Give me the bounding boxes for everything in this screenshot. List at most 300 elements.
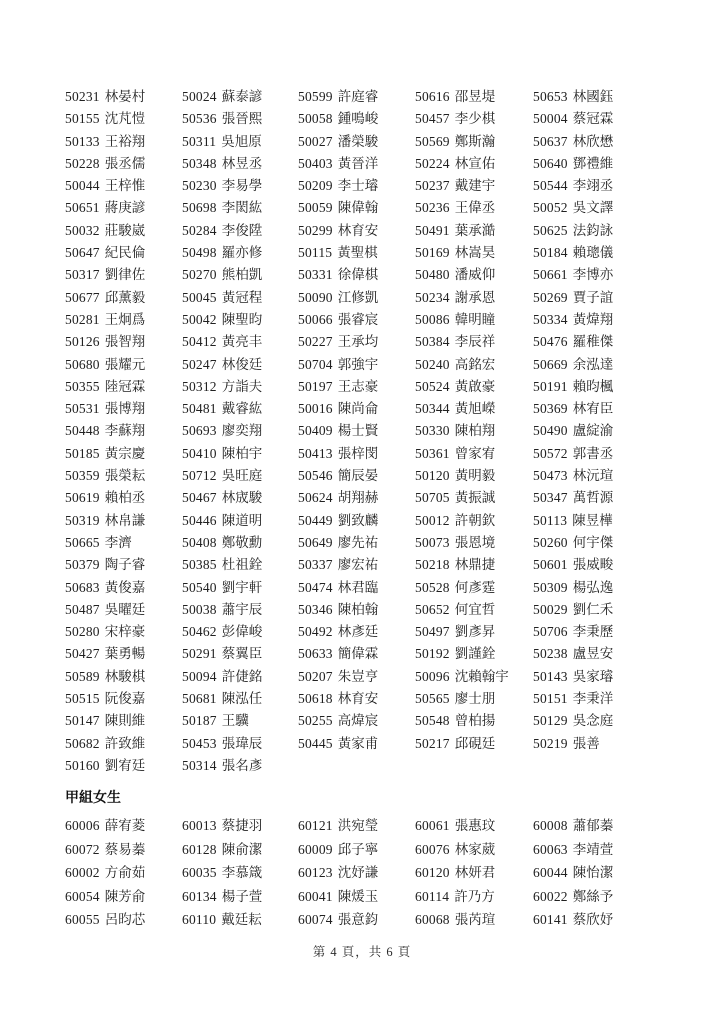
entry-id: 60035 [182, 865, 217, 881]
entry-name: 簡辰晏 [337, 468, 379, 484]
section-header-girls: 甲組女生 [65, 789, 121, 805]
entry-name: 林嵩昊 [454, 245, 496, 261]
entry-id: 60009 [298, 841, 333, 857]
entry-name: 邱硯廷 [454, 735, 496, 751]
entry-name: 李易學 [221, 178, 263, 194]
roster-entry [182, 220, 298, 242]
entry-id: 50230 [182, 178, 217, 194]
entry-name: 林君臨 [337, 579, 379, 595]
entry-name: 韓明瞳 [454, 311, 496, 327]
entry-id: 60121 [298, 818, 333, 833]
roster-entry [182, 885, 298, 909]
entry-id: 50094 [182, 668, 217, 684]
roster-entry [65, 733, 182, 755]
roster-column-2 [182, 814, 298, 932]
roster-entry [533, 153, 643, 175]
entry-name: 戴廷耘 [221, 912, 262, 928]
entry-id: 50693 [182, 423, 217, 439]
entry-name: 林帛謙 [104, 512, 146, 528]
entry-id: 50412 [182, 334, 217, 350]
entry-name: 李少棋 [454, 111, 496, 127]
entry-name: 賴柏丞 [104, 490, 146, 506]
roster-entry [298, 131, 415, 153]
entry-id: 50384 [415, 334, 450, 350]
entry-name: 方詣夫 [221, 378, 263, 394]
entry-name: 李蘇翔 [104, 423, 146, 439]
entry-id: 50058 [298, 111, 333, 127]
roster-entry [533, 577, 643, 599]
roster-entry [298, 443, 415, 465]
entry-name: 蔡易蓁 [104, 841, 146, 857]
roster-entry [298, 599, 415, 621]
entry-name: 吳旭原 [221, 133, 262, 149]
entry-name: 張睿宸 [337, 311, 379, 327]
entry-name: 許庭睿 [337, 89, 379, 104]
roster-entry [65, 666, 182, 688]
roster-entry [298, 420, 415, 442]
roster-entry [182, 86, 298, 108]
entry-id: 50012 [415, 512, 450, 528]
entry-id: 50565 [415, 691, 450, 707]
entry-id: 50160 [65, 757, 100, 773]
entry-id: 50284 [182, 222, 217, 238]
entry-id: 50218 [415, 557, 450, 573]
roster-entry [415, 242, 533, 264]
entry-id: 50540 [182, 579, 217, 595]
entry-name: 林宥臣 [572, 401, 614, 417]
entry-id: 50207 [298, 668, 333, 684]
entry-id: 50004 [533, 111, 568, 127]
entry-id: 50187 [182, 713, 217, 729]
roster-entry [298, 532, 415, 554]
roster-entry [415, 376, 533, 398]
roster-entry [415, 666, 533, 688]
entry-name: 陳煖玉 [337, 888, 379, 904]
entry-name: 高銘宏 [454, 356, 496, 372]
entry-name: 潘威仰 [454, 267, 496, 283]
entry-id: 50236 [415, 200, 450, 216]
entry-name: 張芮瑄 [454, 912, 496, 928]
entry-name: 陳柏翰 [337, 601, 379, 617]
entry-id: 50640 [533, 155, 568, 171]
entry-name: 沈賴翰宇 [454, 668, 509, 684]
roster-entry [415, 532, 533, 554]
entry-id: 50299 [298, 222, 333, 238]
entry-name: 黃振誠 [454, 490, 496, 506]
entry-name: 邱薰毅 [104, 289, 146, 305]
entry-name: 陳尚侖 [337, 401, 379, 417]
entry-id: 50038 [182, 601, 217, 617]
entry-id: 50086 [415, 311, 450, 327]
entry-name: 方俞茹 [104, 865, 146, 881]
roster-entry [182, 666, 298, 688]
roster-entry [415, 554, 533, 576]
entry-id: 50633 [298, 646, 333, 662]
entry-name: 邱子寧 [337, 841, 379, 857]
roster-entry [182, 331, 298, 353]
entry-name: 楊弘逸 [572, 579, 614, 595]
entry-name: 呂昀芯 [104, 912, 146, 928]
roster-entry [533, 666, 643, 688]
roster-entry [65, 599, 182, 621]
roster-entry [533, 733, 643, 755]
entry-name: 陳聖昀 [221, 311, 263, 327]
entry-id: 50280 [65, 624, 100, 640]
roster-entry [533, 443, 643, 465]
entry-id: 50379 [65, 557, 100, 573]
entry-id: 50599 [298, 89, 333, 104]
entry-id: 50651 [65, 200, 100, 216]
entry-id: 50487 [65, 601, 100, 617]
roster-entry [298, 908, 415, 932]
entry-name: 紀民倫 [104, 245, 146, 261]
roster-entry [298, 398, 415, 420]
entry-id: 50427 [65, 646, 100, 662]
entry-name: 杜祖銓 [221, 557, 263, 573]
entry-id: 50269 [533, 289, 568, 305]
roster-entry [65, 287, 182, 309]
entry-name: 李翊丞 [572, 178, 614, 194]
roster-entry [182, 554, 298, 576]
entry-id: 60134 [182, 888, 217, 904]
entry-id: 50090 [298, 289, 333, 305]
entry-name: 張威畯 [572, 557, 614, 573]
roster-entry [65, 376, 182, 398]
entry-id: 50492 [298, 624, 333, 640]
entry-name: 黃亮丰 [221, 334, 263, 350]
entry-name: 李士璿 [337, 178, 379, 194]
roster-entry [182, 710, 298, 732]
entry-id: 50191 [533, 378, 568, 394]
entry-name: 蘇泰諺 [221, 89, 263, 104]
entry-id: 50355 [65, 378, 100, 394]
roster-entry [533, 885, 643, 909]
entry-name: 黃俊嘉 [104, 579, 146, 595]
roster-entry [182, 510, 298, 532]
entry-id: 60055 [65, 912, 100, 928]
entry-name: 簡偉霖 [337, 646, 379, 662]
entry-id: 60141 [533, 912, 568, 928]
entry-id: 50231 [65, 89, 100, 104]
entry-name: 林育安 [337, 222, 379, 238]
entry-id: 50661 [533, 267, 568, 283]
entry-name: 胡翔赫 [337, 490, 379, 506]
roster-entry [298, 666, 415, 688]
entry-id: 50247 [182, 356, 217, 372]
entry-name: 林宬駿 [221, 490, 263, 506]
entry-id: 50409 [298, 423, 333, 439]
entry-id: 50528 [415, 579, 450, 595]
entry-name: 張瑋辰 [221, 735, 263, 751]
roster-entry [65, 532, 182, 554]
entry-id: 50682 [65, 735, 100, 751]
entry-name: 鄭絲予 [572, 888, 614, 904]
entry-name: 葉承澔 [454, 222, 496, 238]
roster-entry [533, 861, 643, 885]
entry-name: 陳俞潔 [221, 841, 263, 857]
entry-name: 陳道明 [221, 512, 263, 528]
entry-name: 李閎紘 [221, 200, 263, 216]
entry-name: 王偉丞 [454, 200, 496, 216]
entry-name: 盧昱安 [572, 646, 614, 662]
entry-id: 50410 [182, 445, 217, 461]
entry-name: 曾家宥 [454, 445, 496, 461]
entry-id: 50234 [415, 289, 450, 305]
roster-entry [182, 398, 298, 420]
entry-name: 林妍君 [454, 865, 496, 881]
entry-name: 朱豈亨 [337, 668, 379, 684]
entry-name: 林國鈺 [572, 89, 614, 104]
entry-name: 林育安 [337, 691, 379, 707]
roster-entry [182, 733, 298, 755]
roster-entry [65, 108, 182, 130]
entry-id: 50705 [415, 490, 450, 506]
entry-id: 50446 [182, 512, 217, 528]
entry-id: 50669 [533, 356, 568, 372]
roster-entry [415, 733, 533, 755]
roster-entry [533, 287, 643, 309]
entry-id: 50059 [298, 200, 333, 216]
entry-name: 廖宏祐 [337, 557, 379, 573]
entry-name: 李博亦 [572, 267, 614, 283]
entry-id: 50652 [415, 601, 450, 617]
entry-id: 50619 [65, 490, 100, 506]
roster-entry [182, 420, 298, 442]
entry-name: 鄭敬勳 [221, 534, 263, 550]
entry-id: 50480 [415, 267, 450, 283]
roster-entry [298, 354, 415, 376]
entry-id: 50653 [533, 89, 568, 104]
entry-name: 李秉歷 [572, 624, 614, 640]
entry-name: 張意鈞 [337, 912, 379, 928]
entry-name: 蔡捷羽 [221, 818, 263, 833]
roster-entry [298, 577, 415, 599]
roster-entry [415, 510, 533, 532]
roster-entry [182, 487, 298, 509]
entry-name: 彭偉峻 [221, 624, 263, 640]
entry-name: 王裕翔 [104, 133, 146, 149]
entry-id: 50698 [182, 200, 217, 216]
entry-id: 50209 [298, 178, 333, 194]
roster-entry [533, 710, 643, 732]
entry-id: 50524 [415, 378, 450, 394]
roster-entry [533, 398, 643, 420]
entry-id: 50184 [533, 245, 568, 261]
entry-id: 50403 [298, 155, 333, 171]
roster-entry [533, 532, 643, 554]
roster-entry [415, 621, 533, 643]
entry-name: 莊駿崴 [104, 222, 146, 238]
roster-entry [533, 908, 643, 932]
roster-entry [298, 885, 415, 909]
entry-id: 50219 [533, 735, 568, 751]
roster-entry [298, 814, 415, 838]
roster-entry [182, 861, 298, 885]
roster-entry [298, 242, 415, 264]
roster-entry [65, 688, 182, 710]
entry-name: 鄧禮維 [572, 155, 614, 171]
entry-id: 50616 [415, 89, 450, 104]
roster-entry [65, 755, 182, 777]
entry-id: 50197 [298, 378, 333, 394]
entry-name: 林彥廷 [337, 624, 379, 640]
entry-name: 黃宗慶 [104, 445, 146, 461]
roster-entry [298, 487, 415, 509]
roster-entry [65, 197, 182, 219]
entry-name: 廖士朋 [454, 691, 496, 707]
roster-entry [533, 220, 643, 242]
entry-name: 林家葳 [454, 841, 496, 857]
entry-name: 吳文譯 [572, 200, 614, 216]
roster-entry [182, 242, 298, 264]
roster-entry [533, 688, 643, 710]
entry-id: 50569 [415, 133, 450, 149]
roster-entry [415, 131, 533, 153]
entry-name: 黃晉洋 [337, 155, 379, 171]
roster-entry [298, 710, 415, 732]
entry-id: 50185 [65, 445, 100, 461]
entry-name: 陳芳俞 [104, 888, 146, 904]
entry-id: 50227 [298, 334, 333, 350]
roster-entry [533, 175, 643, 197]
entry-id: 50319 [65, 512, 100, 528]
roster-entry [533, 309, 643, 331]
entry-id: 50618 [298, 691, 333, 707]
roster-entry [415, 643, 533, 665]
entry-name: 吳念庭 [572, 713, 614, 729]
entry-name: 宋梓豪 [104, 624, 146, 640]
entry-name: 盧綻渝 [572, 423, 614, 439]
roster-entry [298, 376, 415, 398]
roster-entry [415, 354, 533, 376]
roster-entry [415, 688, 533, 710]
entry-name: 賴昀楓 [572, 378, 614, 394]
roster-entry [533, 264, 643, 286]
entry-id: 50536 [182, 111, 217, 127]
roster-section-boys [65, 86, 643, 777]
entry-name: 黃聖棋 [337, 245, 378, 261]
entry-id: 50192 [415, 646, 450, 662]
entry-id: 50467 [182, 490, 217, 506]
entry-name: 林沅瑄 [572, 468, 614, 484]
entry-id: 50683 [65, 579, 100, 595]
entry-id: 60123 [298, 865, 333, 881]
entry-id: 50445 [298, 735, 333, 751]
roster-entry [65, 153, 182, 175]
entry-name: 羅亦修 [221, 245, 263, 261]
roster-entry [65, 621, 182, 643]
entry-id: 50453 [182, 735, 217, 751]
roster-entry [182, 814, 298, 838]
entry-name: 陸冠霖 [104, 378, 146, 394]
entry-id: 50224 [415, 155, 450, 171]
entry-id: 50334 [533, 311, 568, 327]
entry-name: 陳則維 [104, 713, 146, 729]
entry-id: 50624 [298, 490, 333, 506]
entry-name: 蔡冠霖 [572, 111, 614, 127]
entry-name: 沈妤謙 [337, 865, 379, 881]
roster-entry [65, 220, 182, 242]
roster-entry [182, 755, 298, 777]
entry-id: 60128 [182, 841, 217, 857]
roster-entry [182, 153, 298, 175]
entry-id: 50369 [533, 401, 568, 417]
entry-id: 50129 [533, 713, 568, 729]
entry-id: 50704 [298, 356, 333, 372]
entry-name: 林昱丞 [221, 155, 263, 171]
entry-name: 王梓惟 [104, 178, 146, 194]
roster-entry [415, 420, 533, 442]
roster-column-2 [182, 86, 298, 777]
entry-id: 50647 [65, 245, 100, 261]
entry-id: 50344 [415, 401, 450, 417]
entry-id: 50681 [182, 691, 217, 707]
roster-entry [182, 908, 298, 932]
entry-name: 薛宥菱 [104, 818, 146, 833]
entry-id: 60044 [533, 865, 568, 881]
entry-id: 50474 [298, 579, 333, 595]
entry-name: 陶子睿 [104, 557, 146, 573]
entry-name: 劉謹銓 [454, 646, 496, 662]
roster-entry [415, 838, 533, 862]
entry-name: 黃明毅 [454, 468, 496, 484]
entry-id: 50572 [533, 445, 568, 461]
entry-id: 50449 [298, 512, 333, 528]
entry-id: 50260 [533, 534, 568, 550]
roster-entry [533, 420, 643, 442]
entry-name: 王志豪 [337, 378, 379, 394]
entry-name: 李俊陞 [221, 222, 263, 238]
entry-name: 林宣佑 [454, 155, 496, 171]
entry-name: 余泓達 [572, 356, 614, 372]
entry-id: 50481 [182, 401, 217, 417]
roster-entry [182, 532, 298, 554]
entry-name: 曾柏揚 [454, 713, 496, 729]
entry-name: 許倢銘 [221, 668, 263, 684]
entry-name: 郭書丞 [572, 445, 614, 461]
roster-entry [415, 908, 533, 932]
entry-name: 楊士賢 [337, 423, 379, 439]
roster-entry [533, 465, 643, 487]
roster-entry [533, 643, 643, 665]
entry-name: 熊柏凱 [221, 267, 263, 283]
roster-entry [182, 175, 298, 197]
roster-column-4 [415, 86, 533, 777]
entry-name: 許致維 [104, 735, 146, 751]
roster-entry [65, 838, 182, 862]
roster-entry [298, 86, 415, 108]
entry-name: 羅稚傑 [572, 334, 614, 350]
entry-name: 許朝欽 [454, 512, 496, 528]
roster-entry [182, 465, 298, 487]
entry-id: 50066 [298, 311, 333, 327]
entry-name: 鄭斯瀚 [454, 133, 496, 149]
entry-name: 黃冠程 [221, 289, 263, 305]
entry-name: 李靖萱 [572, 841, 614, 857]
entry-id: 60061 [415, 818, 450, 833]
entry-name: 吳曜廷 [104, 601, 146, 617]
entry-id: 50706 [533, 624, 568, 640]
entry-name: 劉宥廷 [104, 757, 146, 773]
entry-name: 劉律佐 [104, 267, 146, 283]
roster-entry [65, 885, 182, 909]
entry-name: 陳偉翰 [337, 200, 379, 216]
entry-name: 黃啟豪 [454, 378, 496, 394]
entry-id: 50115 [298, 245, 333, 261]
entry-id: 50237 [415, 178, 450, 194]
entry-id: 50309 [533, 579, 568, 595]
entry-id: 50665 [65, 534, 100, 550]
